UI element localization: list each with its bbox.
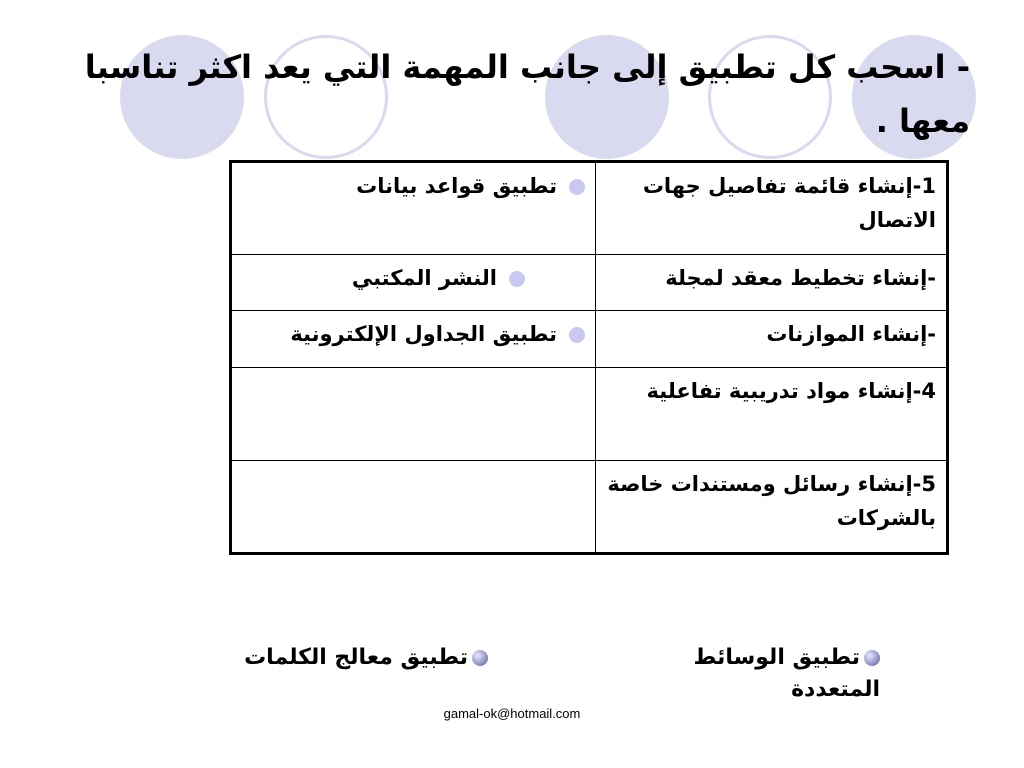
task-cell: 1-إنشاء قائمة تفاصيل جهات الاتصال bbox=[596, 162, 948, 255]
app-drop-cell[interactable] bbox=[231, 460, 596, 553]
table-row bbox=[231, 460, 948, 553]
app-drop-cell[interactable] bbox=[231, 311, 596, 367]
table-row bbox=[231, 255, 948, 311]
table-row bbox=[231, 162, 948, 255]
draggable-label[interactable]: تطبيق معالج الكلمات bbox=[244, 645, 468, 670]
task-cell: 4-إنشاء مواد تدريبية تفاعلية bbox=[596, 367, 948, 460]
draggable-multimedia-app[interactable] bbox=[660, 642, 880, 706]
table-row bbox=[231, 367, 948, 460]
bullet-icon bbox=[509, 271, 525, 287]
task-cell: -إنشاء الموازنات bbox=[596, 311, 948, 367]
bullet-icon bbox=[569, 327, 585, 343]
bullet-icon bbox=[472, 650, 488, 666]
app-label[interactable]: النشر المكتبي bbox=[351, 266, 497, 291]
app-label[interactable]: تطبيق قواعد بيانات bbox=[356, 174, 557, 198]
slide-title: - اسحب كل تطبيق إلى جانب المهمة التي يعد اكثر تناسبا معها . bbox=[84, 48, 970, 140]
app-drop-cell[interactable] bbox=[231, 367, 596, 460]
app-label[interactable]: تطبيق الجداول الإلكترونية bbox=[290, 322, 557, 347]
matching-table bbox=[229, 160, 949, 555]
task-cell: -إنشاء تخطيط معقد لمجلة bbox=[596, 255, 948, 311]
bullet-icon bbox=[864, 650, 880, 666]
app-drop-cell[interactable] bbox=[231, 255, 596, 311]
bullet-icon bbox=[569, 179, 585, 195]
footer-email: gamal-ok@hotmail.com bbox=[443, 706, 581, 721]
table-row bbox=[231, 311, 948, 367]
draggable-label[interactable]: تطبيق الوسائط المتعددة bbox=[693, 645, 880, 702]
task-cell: 5-إنشاء رسائل ومستندات خاصة بالشركات bbox=[596, 460, 948, 553]
draggable-word-processor-app[interactable] bbox=[220, 642, 488, 674]
app-drop-cell[interactable] bbox=[231, 162, 596, 255]
